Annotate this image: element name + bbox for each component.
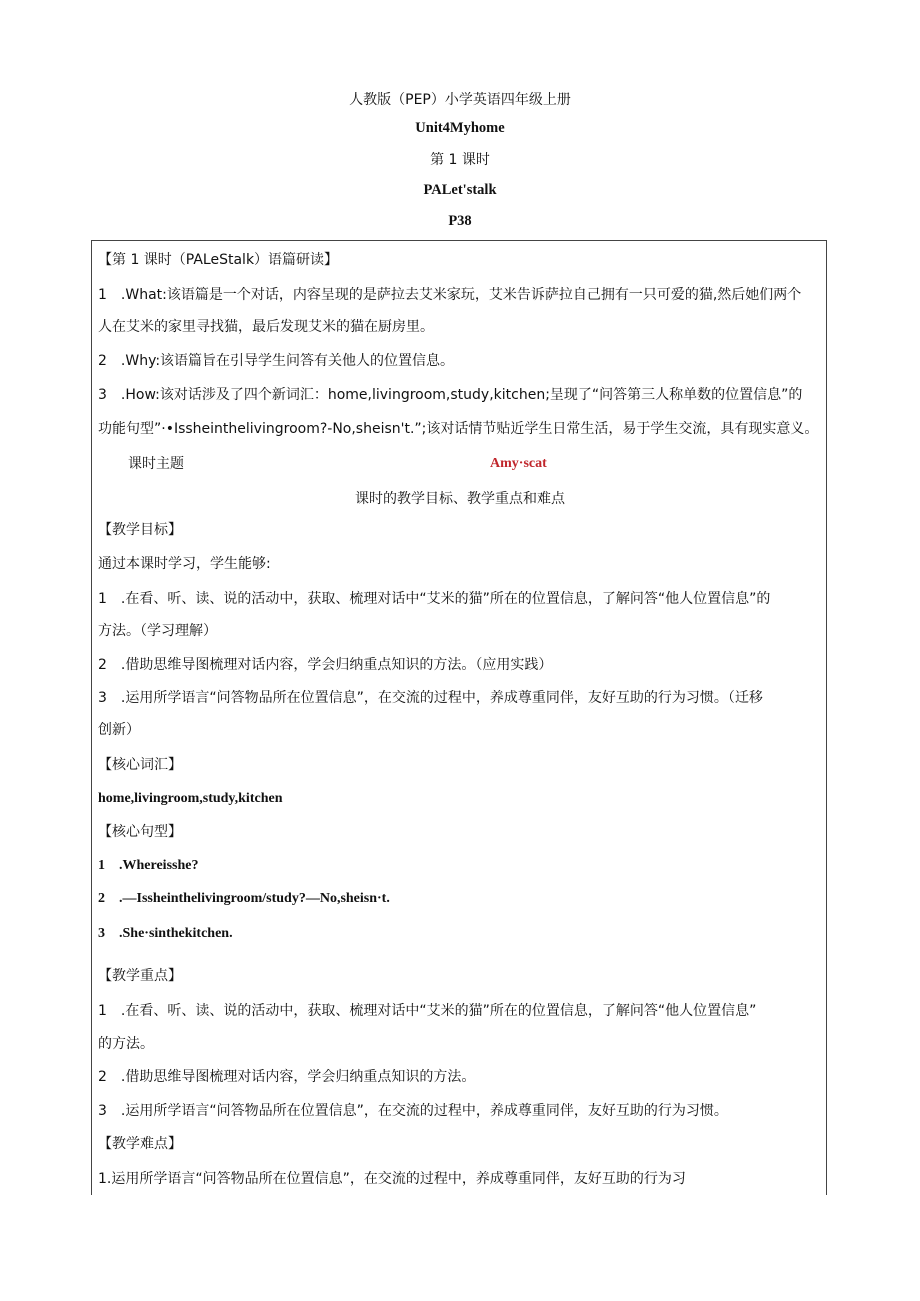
keypoint-3: 3 .运用所学语言“问答物品所在位置信息”，在交流的过程中，养成尊重同伴，友好互助的行为习惯。 [98, 1103, 728, 1119]
analysis-how-line1: 3 .How:该对话涉及了四个新词汇：home,livingroom,study,kitchen;呈现了“问答第三人称单数的位置信息”的 [98, 387, 803, 403]
objective-3-line2: 创新） [98, 722, 140, 738]
lesson-number: 第 1 课时 [430, 152, 490, 168]
objectives-intro: 通过本课时学习，学生能够: [98, 556, 271, 572]
keypoints-heading: 【教学重点】 [98, 968, 182, 984]
theme-label: 课时主题 [128, 456, 184, 472]
vocab-heading: 【核心词汇】 [98, 757, 182, 773]
sentence-2: 2 .—Issheinthelivingroom/study?—No,sheisn·t. [98, 891, 390, 906]
keypoint-1-line2: 的方法。 [98, 1036, 154, 1052]
sentence-3: 3 .She·sinthekitchen. [98, 926, 233, 941]
difficulties-heading: 【教学难点】 [98, 1136, 182, 1152]
content-table [91, 240, 827, 1195]
sentence-1: 1 .Whereisshe? [98, 858, 199, 873]
analysis-why: 2 .Why:该语篇旨在引导学生问答有关他人的位置信息。 [98, 353, 455, 369]
objectives-heading: 【教学目标】 [98, 522, 182, 538]
analysis-what-line2: 人在艾米的家里寻找猫，最后发现艾米的猫在厨房里。 [98, 319, 434, 335]
theme-value: Amy·scat [490, 456, 547, 471]
sentences-heading: 【核心句型】 [98, 824, 182, 840]
objective-1-line1: 1 .在看、听、读、说的活动中，获取、梳理对话中“艾米的猫”所在的位置信息，了解问答“他人位置信息”的 [98, 591, 771, 607]
analysis-what-line1: 1 .What:该语篇是一个对话，内容呈现的是萨拉去艾米家玩，艾米告诉萨拉自己拥有一只可爱的猫,然后她们两个 [98, 287, 802, 303]
analysis-how-line2: 功能句型”·•Issheinthelivingroom?-No,sheisn't.”;该对话情节贴近学生日常生活，易于学生交流，具有现实意义。 [98, 421, 819, 437]
objective-2: 2 .借助思维导图梳理对话内容，学会归纳重点知识的方法。（应用实践） [98, 657, 553, 673]
keypoint-1-line1: 1 .在看、听、读、说的活动中，获取、梳理对话中“艾米的猫”所在的位置信息，了解问答“他人位置信息” [98, 1003, 757, 1019]
analysis-heading: 【第 1 课时（PALeStalk）语篇研读】 [98, 252, 339, 268]
difficulty-1: 1.运用所学语言“问答物品所在位置信息”，在交流的过程中，养成尊重同伴，友好互助的行为习 [98, 1171, 686, 1187]
unit-title: Unit4Myhome [415, 120, 505, 136]
objective-3-line1: 3 .运用所学语言“问答物品所在位置信息”，在交流的过程中，养成尊重同伴，友好互助的行为习惯。（迁移 [98, 690, 763, 706]
vocab-words: home,livingroom,study,kitchen [98, 791, 283, 806]
page-number: P38 [448, 213, 472, 229]
section-title: 课时的教学目标、教学重点和难点 [355, 491, 565, 507]
part-title: PALet'stalk [423, 182, 497, 198]
doc-title: 人教版（PEP）小学英语四年级上册 [349, 92, 571, 108]
keypoint-2: 2 .借助思维导图梳理对话内容，学会归纳重点知识的方法。 [98, 1069, 476, 1085]
objective-1-line2: 方法。（学习理解） [98, 623, 217, 639]
